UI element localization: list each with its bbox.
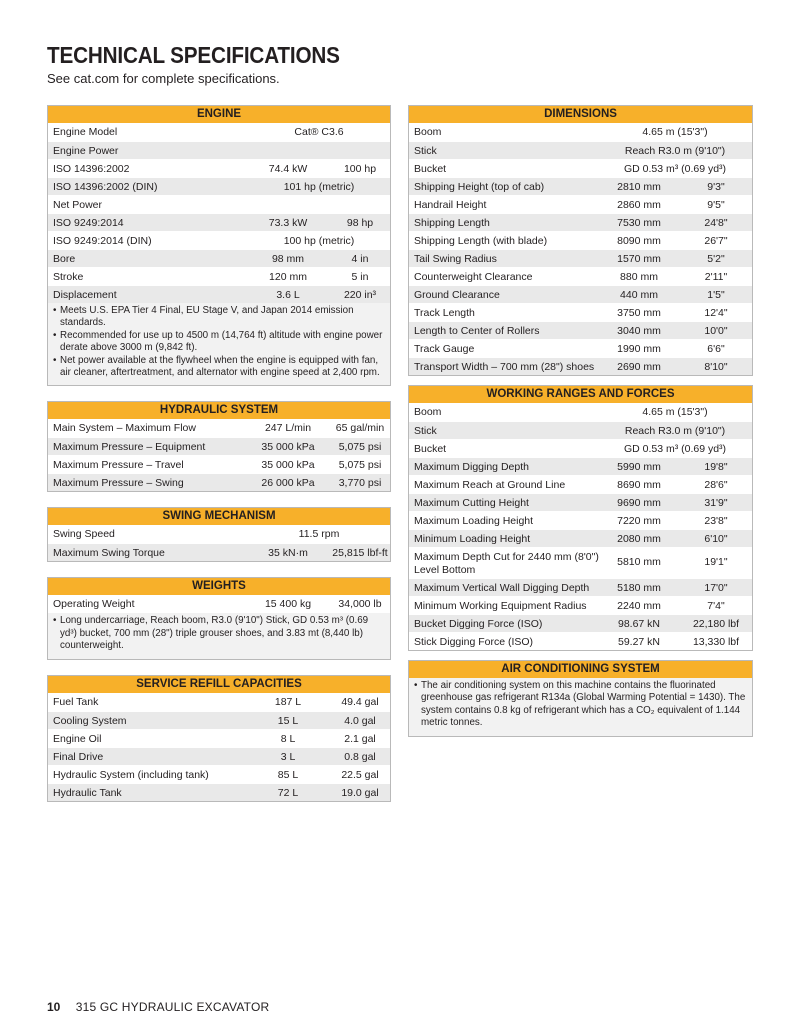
spec-row — [48, 747, 390, 765]
spec-value-metric: 880 mm — [620, 271, 658, 283]
spec-row — [48, 195, 390, 213]
spec-value-imperial: 2.1 gal — [344, 732, 376, 745]
spec-row — [48, 437, 390, 455]
spec-value-metric: 2690 mm — [617, 361, 661, 373]
spec-value-imperial: 6'10" — [704, 533, 728, 545]
dimensions-rows — [409, 123, 752, 375]
spec-label: ISO 9249:2014 (DIN) — [53, 235, 152, 247]
spec-label: Swing Speed — [53, 528, 115, 541]
spec-value-imperial: 4.0 gal — [344, 714, 376, 727]
page-footer — [47, 1000, 269, 1014]
spec-row — [409, 123, 752, 141]
spec-value: 100 hp (metric) — [283, 235, 355, 247]
spec-label: ISO 14396:2002 — [53, 163, 130, 175]
spec-row — [48, 177, 390, 195]
refill-section — [47, 675, 391, 802]
spec-value-metric: 120 mm — [269, 271, 307, 283]
spec-value-imperial: 19'8" — [704, 461, 728, 473]
spec-value-metric: 85 L — [277, 768, 299, 781]
spec-value-metric: 35 000 kPa — [261, 459, 315, 472]
spec-value-imperial: 5,075 psi — [338, 459, 382, 472]
spec-label: Track Gauge — [414, 343, 475, 355]
spec-value-metric: 9690 mm — [617, 497, 661, 509]
spec-label: Counterweight Clearance — [414, 271, 533, 283]
spec-value-metric: 8090 mm — [617, 235, 661, 247]
spec-value-metric: 7530 mm — [617, 217, 661, 229]
spec-value: 11.5 rpm — [298, 528, 340, 541]
spec-value-imperial: 22.5 gal — [341, 768, 379, 781]
spec-value-imperial: 19.0 gal — [341, 786, 379, 799]
spec-value-metric: 59.27 kN — [617, 636, 661, 648]
spec-label: Stroke — [53, 271, 84, 283]
spec-row — [409, 321, 752, 339]
spec-row — [48, 231, 390, 249]
spec-value-metric: 5990 mm — [617, 461, 661, 473]
spec-value-metric: 98.67 kN — [617, 618, 661, 630]
spec-row — [409, 547, 752, 578]
engine-notes — [48, 303, 390, 385]
spec-label: Bucket — [414, 443, 447, 455]
spec-value-imperial: 4 in — [351, 253, 369, 265]
spec-row — [48, 473, 390, 491]
page-title: TECHNICAL SPECIFICATIONS — [47, 42, 340, 68]
spec-value-imperial: 3,770 psi — [338, 477, 382, 490]
spec-value-metric: 1990 mm — [617, 343, 661, 355]
spec-value-imperial: 0.8 gal — [344, 750, 376, 763]
spec-row — [409, 285, 752, 303]
aircon-notes — [409, 678, 752, 736]
engine-section — [47, 105, 391, 386]
spec-value-metric: 3040 mm — [617, 325, 661, 337]
spec-label: Engine Model — [53, 126, 118, 138]
spec-note: • The air conditioning system on this machine contains the fluorinated greenhouse gas refrigerant R134a (Global Warming Potential = 1430). The system contains 0.8 kg of refrigerant which has a CO₂ equivalent of 1.144 metric tonnes. — [414, 680, 747, 730]
page-number: 10 — [47, 1000, 61, 1014]
spec-value-imperial: 7'4" — [707, 600, 725, 612]
spec-row — [409, 213, 752, 231]
spec-value-imperial: 220 in³ — [343, 289, 377, 301]
hydraulic-heading: HYDRAULIC SYSTEM — [48, 402, 390, 419]
spec-value-imperial: 65 gal/min — [335, 422, 385, 435]
spec-value: Cat® C3.6 — [294, 126, 344, 138]
weights-section — [47, 577, 391, 659]
refill-heading: SERVICE REFILL CAPACITIES — [48, 676, 390, 693]
spec-row — [48, 285, 390, 303]
spec-label: Maximum Pressure – Swing — [53, 477, 184, 490]
swing-rows — [48, 525, 390, 561]
spec-label: Final Drive — [53, 750, 104, 763]
spec-value-metric: 35 000 kPa — [261, 441, 315, 454]
spec-value-imperial: 22,180 lbf — [692, 618, 740, 630]
spec-note: • Net power available at the flywheel when the engine is equipped with fan, air cleaner, aftertreatment, and alternator with engine speed at 2,400 rpm. — [53, 355, 385, 380]
spec-value-imperial: 28'6" — [704, 479, 728, 491]
spec-row — [409, 632, 752, 650]
spec-label: Maximum Pressure – Travel — [53, 459, 184, 472]
spec-value-metric: 8690 mm — [617, 479, 661, 491]
spec-row — [48, 711, 390, 729]
spec-row — [48, 419, 390, 437]
spec-value: Reach R3.0 m (9'10") — [624, 145, 726, 157]
spec-value-imperial: 31'9" — [704, 497, 728, 509]
dimensions-heading: DIMENSIONS — [409, 106, 752, 123]
spec-row — [48, 595, 390, 613]
spec-row — [409, 141, 752, 159]
page-subtitle: See cat.com for complete specifications. — [47, 71, 280, 86]
spec-row — [409, 475, 752, 493]
spec-value-imperial: 5 in — [351, 271, 369, 283]
spec-label: Shipping Length (with blade) — [414, 235, 548, 247]
spec-label: Maximum Vertical Wall Digging Depth — [414, 582, 590, 594]
spec-row — [409, 511, 752, 529]
spec-label: Cooling System — [53, 714, 127, 727]
spec-label: Stick — [414, 425, 437, 437]
spec-row — [409, 267, 752, 285]
spec-row — [409, 596, 752, 614]
spec-value: Reach R3.0 m (9'10") — [624, 425, 726, 437]
spec-label: Bore — [53, 253, 76, 265]
spec-value-metric: 5180 mm — [617, 582, 661, 594]
spec-value-metric: 74.4 kW — [268, 163, 308, 175]
spec-label: Maximum Digging Depth — [414, 461, 529, 473]
spec-row — [48, 159, 390, 177]
spec-value-imperial: 1'5" — [707, 289, 725, 301]
spec-label: Shipping Length — [414, 217, 490, 229]
spec-label: Track Length — [414, 307, 475, 319]
spec-value-imperial: 19'1" — [704, 556, 728, 568]
spec-label: Main System – Maximum Flow — [53, 422, 196, 435]
spec-value-metric: 98 mm — [271, 253, 305, 265]
spec-row — [409, 578, 752, 596]
spec-label: Hydraulic Tank — [53, 786, 122, 799]
spec-row — [48, 249, 390, 267]
spec-label: Maximum Loading Height — [414, 515, 534, 527]
spec-value-metric: 187 L — [274, 695, 302, 708]
aircon-heading: AIR CONDITIONING SYSTEM — [409, 661, 752, 678]
spec-value-imperial: 17'0" — [704, 582, 728, 594]
spec-value-metric: 26 000 kPa — [261, 477, 315, 490]
working-rows — [409, 403, 752, 650]
spec-row — [48, 783, 390, 801]
spec-label: Minimum Loading Height — [414, 533, 531, 545]
spec-row — [48, 213, 390, 231]
spec-label: Engine Oil — [53, 732, 102, 745]
right-column — [408, 105, 753, 737]
spec-value-imperial: 13,330 lbf — [692, 636, 740, 648]
spec-value-metric: 3 L — [280, 750, 296, 763]
spec-label: Maximum Pressure – Equipment — [53, 441, 206, 454]
spec-value-metric: 7220 mm — [617, 515, 661, 527]
aircon-section — [408, 660, 753, 737]
spec-value-metric: 35 kN·m — [268, 547, 308, 560]
spec-label: Transport Width – 700 mm (28") shoes — [414, 361, 595, 373]
spec-label: Operating Weight — [53, 598, 135, 611]
spec-value-imperial: 49.4 gal — [341, 695, 379, 708]
spec-row — [409, 159, 752, 177]
spec-label: Tail Swing Radius — [414, 253, 497, 265]
spec-label: Bucket — [414, 163, 447, 175]
spec-value-imperial: 9'3" — [707, 181, 725, 193]
refill-rows — [48, 693, 390, 801]
spec-label: Handrail Height — [414, 199, 487, 211]
spec-label: Shipping Height (top of cab) — [414, 181, 545, 193]
spec-value-imperial: 23'8" — [704, 515, 728, 527]
spec-label: Fuel Tank — [53, 695, 99, 708]
spec-row — [409, 439, 752, 457]
swing-heading: SWING MECHANISM — [48, 508, 390, 525]
spec-row — [48, 543, 390, 561]
spec-value-metric: 73.3 kW — [268, 217, 308, 229]
spec-value-imperial: 12'4" — [704, 307, 728, 319]
spec-label: Displacement — [53, 289, 117, 301]
spec-value-imperial: 5,075 psi — [338, 441, 382, 454]
spec-value-metric: 3.6 L — [276, 289, 300, 301]
spec-label: Boom — [414, 406, 442, 418]
spec-value-imperial: 2'11" — [704, 271, 728, 283]
working-section — [408, 385, 753, 651]
spec-label: Maximum Reach at Ground Line — [414, 479, 566, 491]
dimensions-section — [408, 105, 753, 376]
spec-label: Maximum Depth Cut for 2440 mm (8'0") Level Bottom — [414, 551, 599, 576]
spec-label: Stick — [414, 145, 437, 157]
spec-row — [409, 177, 752, 195]
spec-row — [48, 141, 390, 159]
spec-note: • Long undercarriage, Reach boom, R3.0 (9'10") Stick, GD 0.53 m³ (0.69 yd³) bucket, 700 mm (28") triple grouser shoes, and 3.83 mt (8,440 lb) counterweight. — [53, 615, 385, 652]
spec-label: Hydraulic System (including tank) — [53, 768, 209, 781]
spec-label: Engine Power — [53, 145, 119, 157]
spec-label: Maximum Cutting Height — [414, 497, 529, 509]
spec-row — [409, 303, 752, 321]
spec-value-imperial: 24'8" — [704, 217, 728, 229]
left-column — [47, 105, 391, 802]
spec-note: • Meets U.S. EPA Tier 4 Final, EU Stage V, and Japan 2014 emission standards. — [53, 305, 385, 330]
spec-row — [48, 267, 390, 285]
spec-row — [409, 231, 752, 249]
spec-value-metric: 440 mm — [620, 289, 658, 301]
spec-value-imperial: 5'2" — [707, 253, 725, 265]
spec-label: Bucket Digging Force (ISO) — [414, 618, 543, 630]
spec-row — [409, 614, 752, 632]
spec-label: Maximum Swing Torque — [53, 547, 165, 560]
swing-section — [47, 507, 391, 562]
engine-rows — [48, 123, 390, 303]
hydraulic-section — [47, 401, 391, 492]
spec-value-imperial: 10'0" — [704, 325, 728, 337]
spec-label: ISO 9249:2014 — [53, 217, 124, 229]
spec-value-imperial: 8'10" — [704, 361, 728, 373]
spec-value-metric: 72 L — [277, 786, 299, 799]
spec-value-imperial: 34,000 lb — [338, 598, 382, 611]
spec-value-metric: 247 L/min — [264, 422, 312, 435]
weights-notes — [48, 613, 390, 658]
spec-value-metric: 15 400 kg — [264, 598, 312, 611]
spec-value-metric: 2810 mm — [617, 181, 661, 193]
spec-value-metric: 5810 mm — [617, 556, 661, 568]
spec-value-metric: 8 L — [280, 732, 296, 745]
spec-value: GD 0.53 m³ (0.69 yd³) — [623, 443, 727, 455]
spec-row — [48, 729, 390, 747]
spec-label: Net Power — [53, 199, 103, 211]
spec-value-imperial: 26'7" — [704, 235, 728, 247]
spec-label: Minimum Working Equipment Radius — [414, 600, 587, 612]
spec-value-metric: 3750 mm — [617, 307, 661, 319]
spec-value-imperial: 6'6" — [707, 343, 725, 355]
weights-heading: WEIGHTS — [48, 578, 390, 595]
spec-row — [48, 455, 390, 473]
spec-value-metric: 2080 mm — [617, 533, 661, 545]
spec-note: • Recommended for use up to 4500 m (14,764 ft) altitude with engine power derate above 3000 m (9,842 ft). — [53, 330, 385, 355]
spec-label: ISO 14396:2002 (DIN) — [53, 181, 158, 193]
document-title: 315 GC HYDRAULIC EXCAVATOR — [75, 1000, 270, 1014]
spec-row — [409, 357, 752, 375]
spec-value: 101 hp (metric) — [283, 181, 355, 193]
spec-row — [409, 249, 752, 267]
spec-row — [409, 493, 752, 511]
spec-row — [48, 123, 390, 141]
spec-label: Stick Digging Force (ISO) — [414, 636, 534, 648]
spec-value: GD 0.53 m³ (0.69 yd³) — [623, 163, 727, 175]
spec-value-metric: 15 L — [277, 714, 299, 727]
spec-value-imperial: 25,815 lbf-ft — [332, 547, 388, 560]
spec-row — [409, 421, 752, 439]
engine-heading: ENGINE — [48, 106, 390, 123]
spec-label: Ground Clearance — [414, 289, 500, 301]
working-heading: WORKING RANGES AND FORCES — [409, 386, 752, 403]
spec-row — [409, 195, 752, 213]
spec-label: Length to Center of Rollers — [414, 325, 540, 337]
weights-rows — [48, 595, 390, 613]
spec-row — [409, 529, 752, 547]
spec-row — [48, 765, 390, 783]
spec-value-imperial: 98 hp — [346, 217, 374, 229]
spec-row — [409, 403, 752, 421]
spec-row — [409, 339, 752, 357]
hydraulic-rows — [48, 419, 390, 491]
spec-value-metric: 2240 mm — [617, 600, 661, 612]
spec-row — [409, 457, 752, 475]
spec-value-metric: 1570 mm — [617, 253, 661, 265]
spec-value-metric: 2860 mm — [617, 199, 661, 211]
spec-value-imperial: 9'5" — [707, 199, 725, 211]
spec-row — [48, 525, 390, 543]
spec-label: Boom — [414, 126, 442, 138]
spec-row — [48, 693, 390, 711]
spec-value-imperial: 100 hp — [343, 163, 377, 175]
spec-value: 4.65 m (15'3") — [642, 406, 708, 418]
spec-value: 4.65 m (15'3") — [642, 126, 708, 138]
